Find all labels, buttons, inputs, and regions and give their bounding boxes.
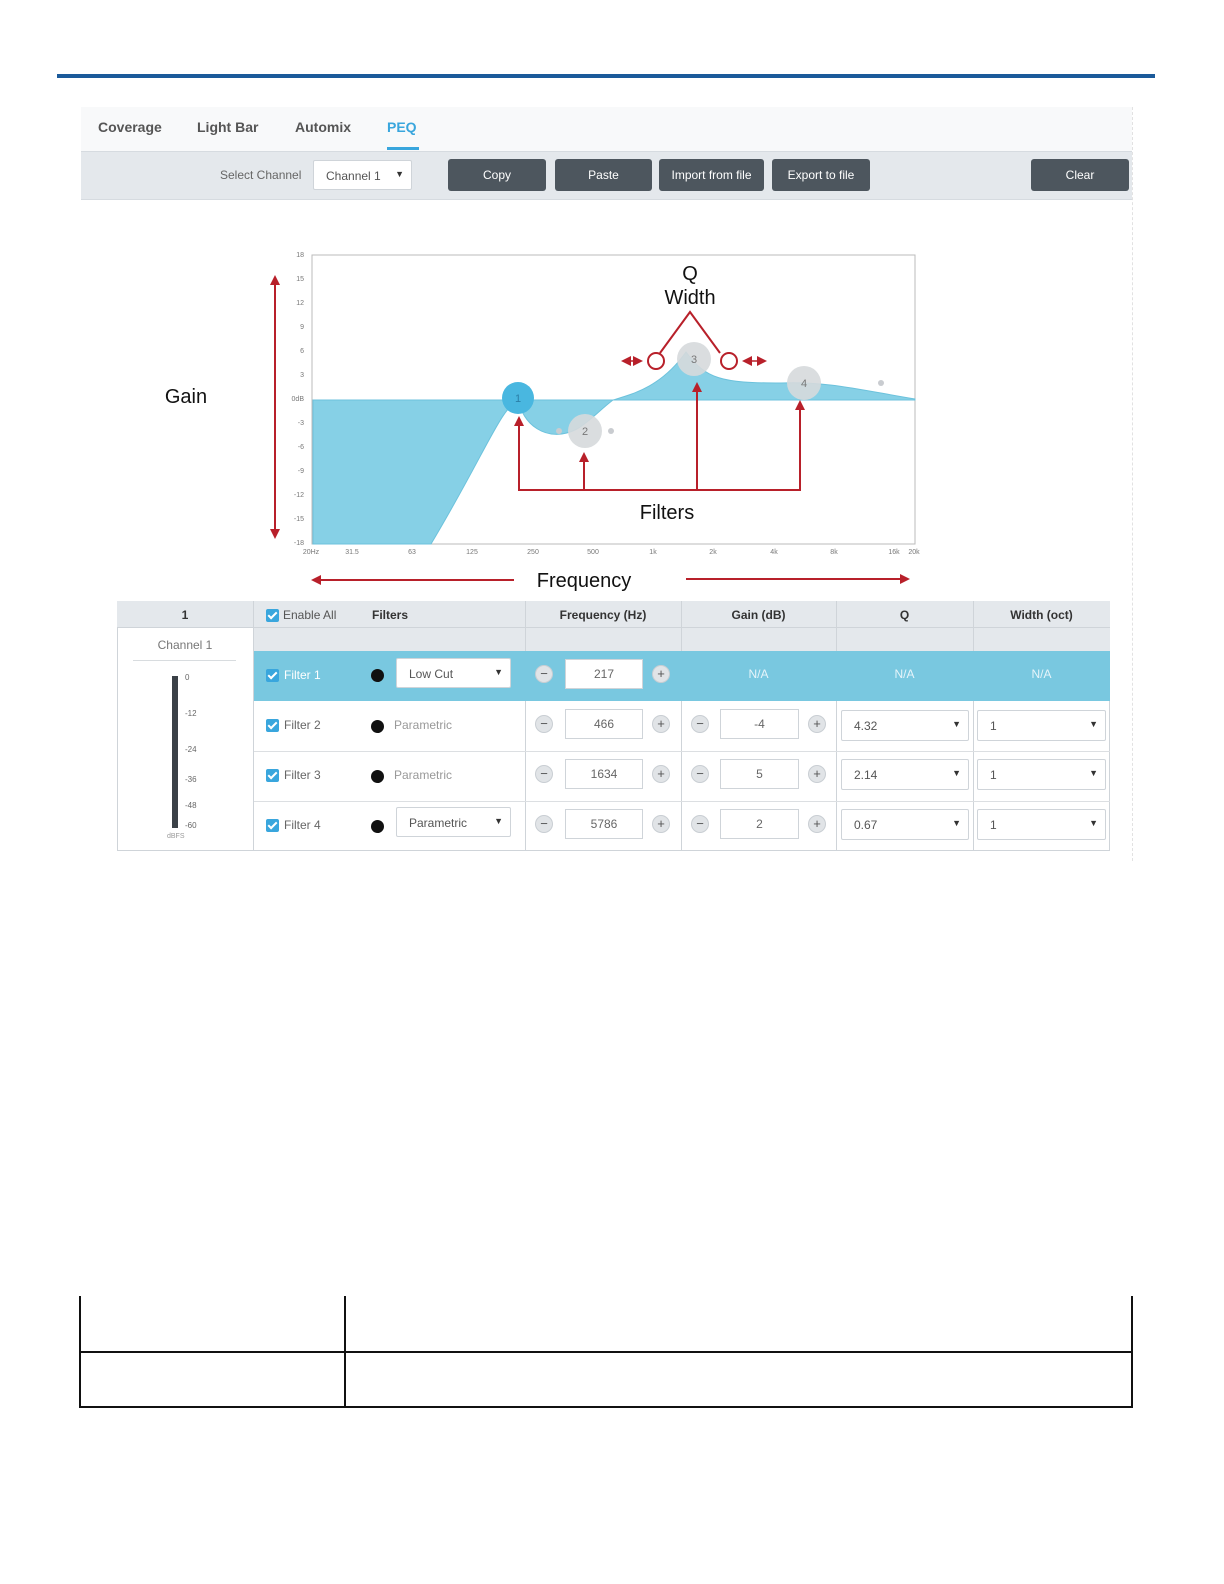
x-tick-label: 20Hz	[302, 549, 320, 556]
frequency-decrement-button[interactable]: −	[535, 715, 553, 733]
q-header: Q	[899, 608, 910, 622]
filter-name: Filter 2	[284, 718, 321, 732]
filter-type-select[interactable]	[396, 807, 511, 837]
filters-header: Filters	[372, 608, 409, 622]
filter-name: Filter 3	[284, 768, 321, 782]
tab-coverage[interactable]: Coverage	[98, 119, 162, 135]
filter-type-value: Parametric	[394, 768, 453, 782]
eq-graph[interactable]	[81, 107, 1132, 601]
filter-table	[117, 601, 1110, 851]
channel-number: 1	[181, 608, 189, 622]
width-handle[interactable]	[556, 428, 562, 434]
chevron-down-icon: ▼	[952, 719, 961, 729]
y-tick-label: -15	[293, 516, 304, 523]
width-select[interactable]	[977, 710, 1106, 741]
meter-tick: -60	[185, 821, 197, 830]
meter-tick: -12	[185, 709, 197, 718]
channel-select-value: Channel 1	[326, 169, 381, 183]
chevron-down-icon: ▼	[1089, 719, 1098, 729]
y-tick-label: 9	[300, 324, 304, 331]
width-handle[interactable]	[608, 428, 614, 434]
chevron-down-icon: ▼	[952, 818, 961, 828]
q-value: 0.67	[854, 818, 878, 832]
level-meter	[172, 676, 178, 828]
frequency-increment-button[interactable]: +	[652, 765, 670, 783]
gain-value: N/A	[748, 667, 769, 681]
gain-decrement-button[interactable]: −	[691, 815, 709, 833]
x-tick-label: 2k	[709, 549, 717, 556]
frequency-increment-button[interactable]: +	[652, 715, 670, 733]
frequency-input[interactable]: 5786	[565, 809, 643, 839]
y-tick-label: 6	[300, 348, 304, 355]
filter-3-checkbox[interactable]	[266, 769, 279, 782]
chevron-down-icon: ▼	[494, 816, 503, 826]
q-annotation: Q	[682, 263, 698, 285]
gain-decrement-button[interactable]: −	[691, 765, 709, 783]
header-rule	[57, 74, 1155, 78]
export-button[interactable]: Export to file	[772, 159, 870, 191]
y-tick-label: -12	[293, 492, 304, 499]
frequency-decrement-button[interactable]: −	[535, 765, 553, 783]
chevron-down-icon: ▼	[494, 667, 503, 677]
copy-button[interactable]: Copy	[448, 159, 546, 191]
gain-input[interactable]: 2	[720, 809, 799, 839]
low-cut-icon	[371, 669, 384, 682]
y-tick-label: 0dB	[291, 396, 304, 403]
width-value: 1	[990, 719, 997, 733]
table-row	[81, 1296, 1131, 1351]
filter-node-label: 2	[581, 426, 589, 438]
filters-annotation: Filters	[639, 502, 695, 524]
x-axis	[303, 549, 920, 556]
gain-header: Gain (dB)	[731, 608, 786, 622]
select-channel-label: Select Channel	[220, 168, 302, 182]
gain-increment-button[interactable]: +	[808, 715, 826, 733]
x-tick-label: 500	[587, 549, 599, 556]
width-annotation: Width	[664, 287, 716, 309]
enable-all-label: Enable All	[283, 608, 337, 622]
frequency-input[interactable]: 466	[565, 709, 643, 739]
y-tick-label: -3	[297, 420, 304, 427]
chevron-down-icon: ▼	[1089, 768, 1098, 778]
x-tick-label: 1k	[649, 549, 657, 556]
q-select[interactable]	[841, 710, 969, 741]
x-tick-label: 250	[527, 549, 539, 556]
meter-tick: 0	[185, 673, 190, 682]
import-button[interactable]: Import from file	[659, 159, 764, 191]
description-table	[79, 1296, 1133, 1408]
width-select[interactable]	[977, 759, 1106, 790]
x-tick-label: 63	[408, 549, 416, 556]
y-tick-label: -18	[293, 540, 304, 547]
filter-node-label: 4	[800, 378, 808, 390]
q-value: N/A	[894, 667, 915, 681]
filter-node-label: 1	[514, 393, 522, 405]
filter-node-label: 3	[690, 354, 698, 366]
filter-type-select[interactable]	[396, 658, 511, 688]
y-tick-label: -6	[297, 444, 304, 451]
filter-type-value: Parametric	[394, 718, 453, 732]
gain-increment-button[interactable]: +	[808, 815, 826, 833]
filter-4-checkbox[interactable]	[266, 819, 279, 832]
x-tick-label: 4k	[770, 549, 778, 556]
y-tick-label: 18	[296, 252, 304, 259]
chevron-down-icon: ▼	[952, 768, 961, 778]
q-value: 4.32	[854, 719, 878, 733]
filter-type-value: Parametric	[409, 816, 468, 830]
width-value: 1	[990, 768, 997, 782]
frequency-header: Frequency (Hz)	[559, 608, 647, 622]
enable-all-checkbox[interactable]	[266, 609, 279, 622]
gain-input[interactable]: 5	[720, 759, 799, 789]
x-tick-label: 20k	[908, 549, 920, 556]
parametric-icon	[371, 770, 384, 783]
tab-automix[interactable]: Automix	[295, 119, 351, 135]
parametric-icon	[371, 820, 384, 833]
clear-button[interactable]: Clear	[1031, 159, 1129, 191]
parametric-icon	[371, 720, 384, 733]
x-tick-label: 8k	[830, 549, 838, 556]
y-tick-label: -9	[297, 468, 304, 475]
meter-tick: -36	[185, 775, 197, 784]
frequency-increment-button[interactable]: +	[652, 815, 670, 833]
frequency-decrement-button[interactable]: −	[535, 815, 553, 833]
x-tick-label: 16k	[888, 549, 900, 556]
meter-unit: dBFS	[167, 833, 185, 840]
frequency-decrement-button[interactable]: −	[535, 665, 553, 683]
width-select[interactable]	[977, 809, 1106, 840]
y-tick-label: 15	[296, 276, 304, 283]
q-select[interactable]	[841, 809, 969, 840]
filter-name: Filter 4	[284, 818, 321, 832]
gain-decrement-button[interactable]: −	[691, 715, 709, 733]
frequency-increment-button[interactable]: +	[652, 665, 670, 683]
gain-annotation: Gain	[164, 386, 208, 408]
width-handle[interactable]	[878, 380, 884, 386]
y-tick-label: 12	[296, 300, 304, 307]
chevron-down-icon: ▼	[395, 169, 404, 179]
frequency-input[interactable]: 1634	[565, 759, 643, 789]
frequency-annotation: Frequency	[536, 570, 632, 592]
gain-input[interactable]: -4	[720, 709, 799, 739]
q-select[interactable]	[841, 759, 969, 790]
filter-type-value: Low Cut	[409, 667, 454, 681]
channel-name: Channel 1	[157, 638, 213, 652]
paste-button[interactable]: Paste	[555, 159, 652, 191]
meter-tick: -48	[185, 801, 197, 810]
peq-panel	[81, 107, 1133, 861]
table-row	[81, 1351, 1131, 1406]
filter-1-checkbox[interactable]	[266, 669, 279, 682]
q-value: 2.14	[854, 768, 878, 782]
gain-increment-button[interactable]: +	[808, 765, 826, 783]
width-value: 1	[990, 818, 997, 832]
x-tick-label: 125	[466, 549, 478, 556]
y-tick-label: 3	[300, 372, 304, 379]
frequency-input[interactable]: 217	[565, 659, 643, 689]
width-header: Width (oct)	[1010, 608, 1073, 622]
width-value: N/A	[1031, 667, 1052, 681]
meter-tick: -24	[185, 745, 197, 754]
filter-name: Filter 1	[284, 668, 321, 682]
x-tick-label: 31.5	[345, 549, 359, 556]
y-axis	[292, 252, 305, 547]
filter-2-checkbox[interactable]	[266, 719, 279, 732]
chevron-down-icon: ▼	[1089, 818, 1098, 828]
tab-peq[interactable]: PEQ	[387, 119, 417, 135]
tab-light-bar[interactable]: Light Bar	[197, 119, 259, 135]
